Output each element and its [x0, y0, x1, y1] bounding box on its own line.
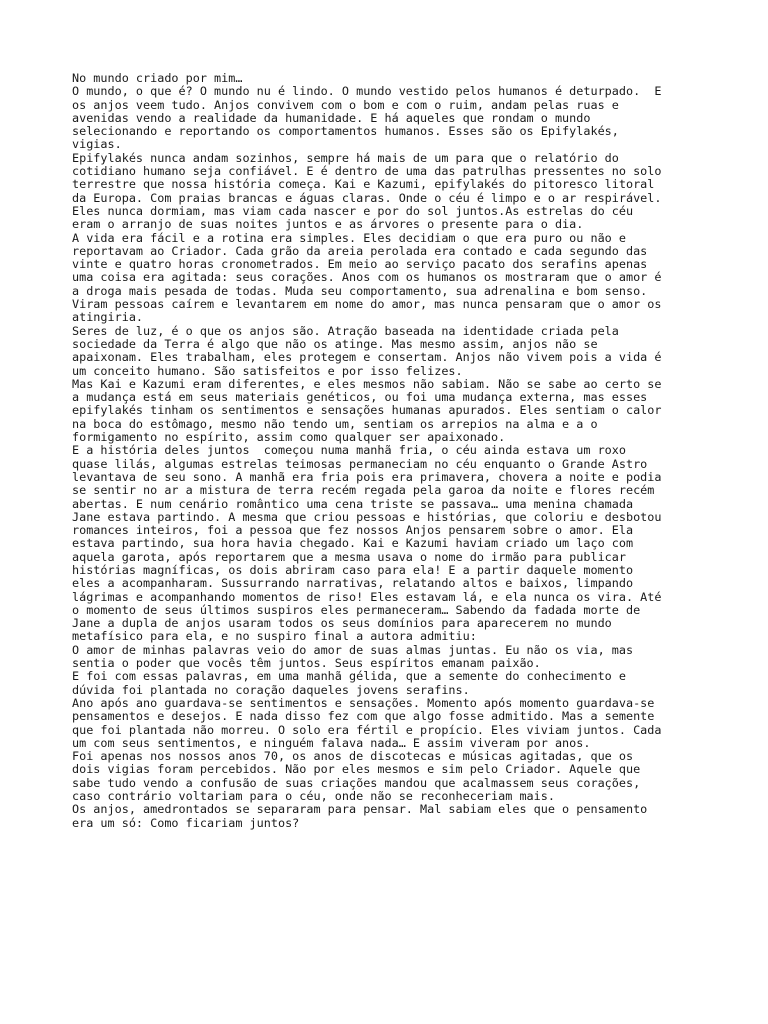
paragraph-seed-planted: E foi com essas palavras, em uma manhã gélida, que a semente do conhecimento e dúvida foi plantada no coração daqueles jovens serafins. [72, 669, 626, 697]
paragraph-beings-of-light: Seres de luz, é o que os anjos são. Atração baseada na identidade criada pela sociedade da Terra é algo que não os atinge. Mas mesmo assim, anjos não se apaixonam. Eles trabalham, eles protegem e consertam. Anjos não vivem pois a vida é um conceito humano. São satisfeitos e por isso felizes. [72, 323, 662, 378]
paragraph-seventies: Foi apenas nos nossos anos 70, os anos de discotecas e músicas agitadas, que os dois vigias foram percebidos. Não por eles mesmos e sim pelo Criador. Aquele que sabe tudo vendo a confusão de suas criações mandou que acalmassem seus corações, caso contrário voltariam para o céu, onde não se reconheceriam mais. [72, 749, 641, 804]
paragraph-epifylakes: Epifylakés nunca andam sozinhos, sempre há mais de um para que o relatório do cotidiano humano seja confiável. E é dentro de uma das patrulhas pressentes no solo terrestre que nossa história começa. Kai e Kazumi, epifylakés do pitoresco litoral da Europa. Com praias brancas e águas claras. Onde o céu é limpo e o ar respirável. Eles nunca dormiam, mas viam cada nascer e por do sol juntos.As estrelas do céu eram o arranjo de suas noites juntos e as árvores o presente para o dia. [72, 150, 662, 232]
paragraph-separation: Os anjos, amedrontados se separaram para pensar. Mal sabiam eles que o pensamento era um só: Como ficariam juntos? [72, 802, 648, 830]
paragraph-kai-kazumi-different: Mas Kai e Kazumi eram diferentes, e eles mesmos não sabiam. Não se sabe ao certo se a mudança está em seus materiais genéticos, ou foi uma mudança externa, mas esses epifylakés tinham os sentimentos e sensações humanas apurados. Eles sentiam o calor na boca do estômago, mesmo não tendo um, sentiam os arrepios na alma e a o formigamento no espírito, assim como qualquer ser apaixonado. [72, 376, 662, 445]
paragraph-jane-words: O amor de minhas palavras veio do amor de suas almas juntas. Eu não os via, mas sentia o poder que vocês têm juntos. Seus espíritos emanam paixão. [72, 642, 634, 671]
paragraph-opening-line: No mundo criado por mim… [72, 71, 243, 85]
document-body [72, 72, 712, 830]
paragraph-years-passing: Ano após ano guardava-se sentimentos e sensações. Momento após momento guardava-se pensamentos e desejos. E nada disso fez com que algo fosse admitido. Mas a semente que foi plantada não morreu. O solo era fértil e propício. Eles viviam juntos. Cada um com seus sentimentos, e ninguém falava nada… E assim viveram por anos. [72, 695, 662, 750]
paragraph-routine: A vida era fácil e a rotina era simples. Eles decidiam o que era puro ou não e reportavam ao Criador. Cada grão da areia perolada era contado e cada segundo das vinte e quatro horas cronometrados. Em meio ao serviço pacato dos serafins apenas uma coisa era agitada: seus corações. Anos com os humanos os mostraram que o amor é a droga mais pesada de todas. Muda seu comportamento, sua adrenalina e bom senso. Viram pessoas caírem e levantarem em nome do amor, mas nunca pensaram que o amor os atingiria. [72, 230, 662, 325]
paragraph-jane-story: E a história deles juntos começou numa manhã fria, o céu ainda estava um roxo quase lilás, algumas estrelas teimosas permaneciam no céu enquanto o Grande Astro levantava de seu sono. A manhã era fria pois era primavera, chovera a noite e podia se sentir no ar a mistura de terra recém regada pela garoa da noite e flores recém abertas. E num cenário romântico uma cena triste se passava… uma menina chamada Jane estava partindo. A mesma que criou pessoas e histórias, que coloriu e desbotou romances inteiros, foi a pessoa que fez nossos Anjos pensarem sobre o amor. Ela estava partindo, sua hora havia chegado. Kai e Kazumi haviam criado um laço com aquela garota, após reportarem que a mesma usava o nome do irmão para publicar histórias magníficas, os dois abriram caso para ela! E a partir daquele momento eles a acompanharam. Sussurrando narrativas, relatando altos e baixos, limpando lágrimas e acompanhando momentos de riso! Eles estavam lá, e ela nunca os vira. Até o momento de seus últimos suspiros eles permaneceram… Sabendo da fadada morte de Jane a dupla de anjos usaram todos os seus domínios para aparecerem no mundo metafísico para ela, e no suspiro final a autora admitiu: [72, 443, 662, 644]
paragraph-world: O mundo, o que é? O mundo nu é lindo. O mundo vestido pelos humanos é deturpado. E os anjos veem tudo. Anjos convivem com o bom e com o ruim, andam pelas ruas e avenidas vendo a realidade da humanidade. E há aqueles que rondam o mundo selecionando e reportando os comportamentos humanos. Esses são os Epifylakés, vigias. [72, 84, 662, 152]
